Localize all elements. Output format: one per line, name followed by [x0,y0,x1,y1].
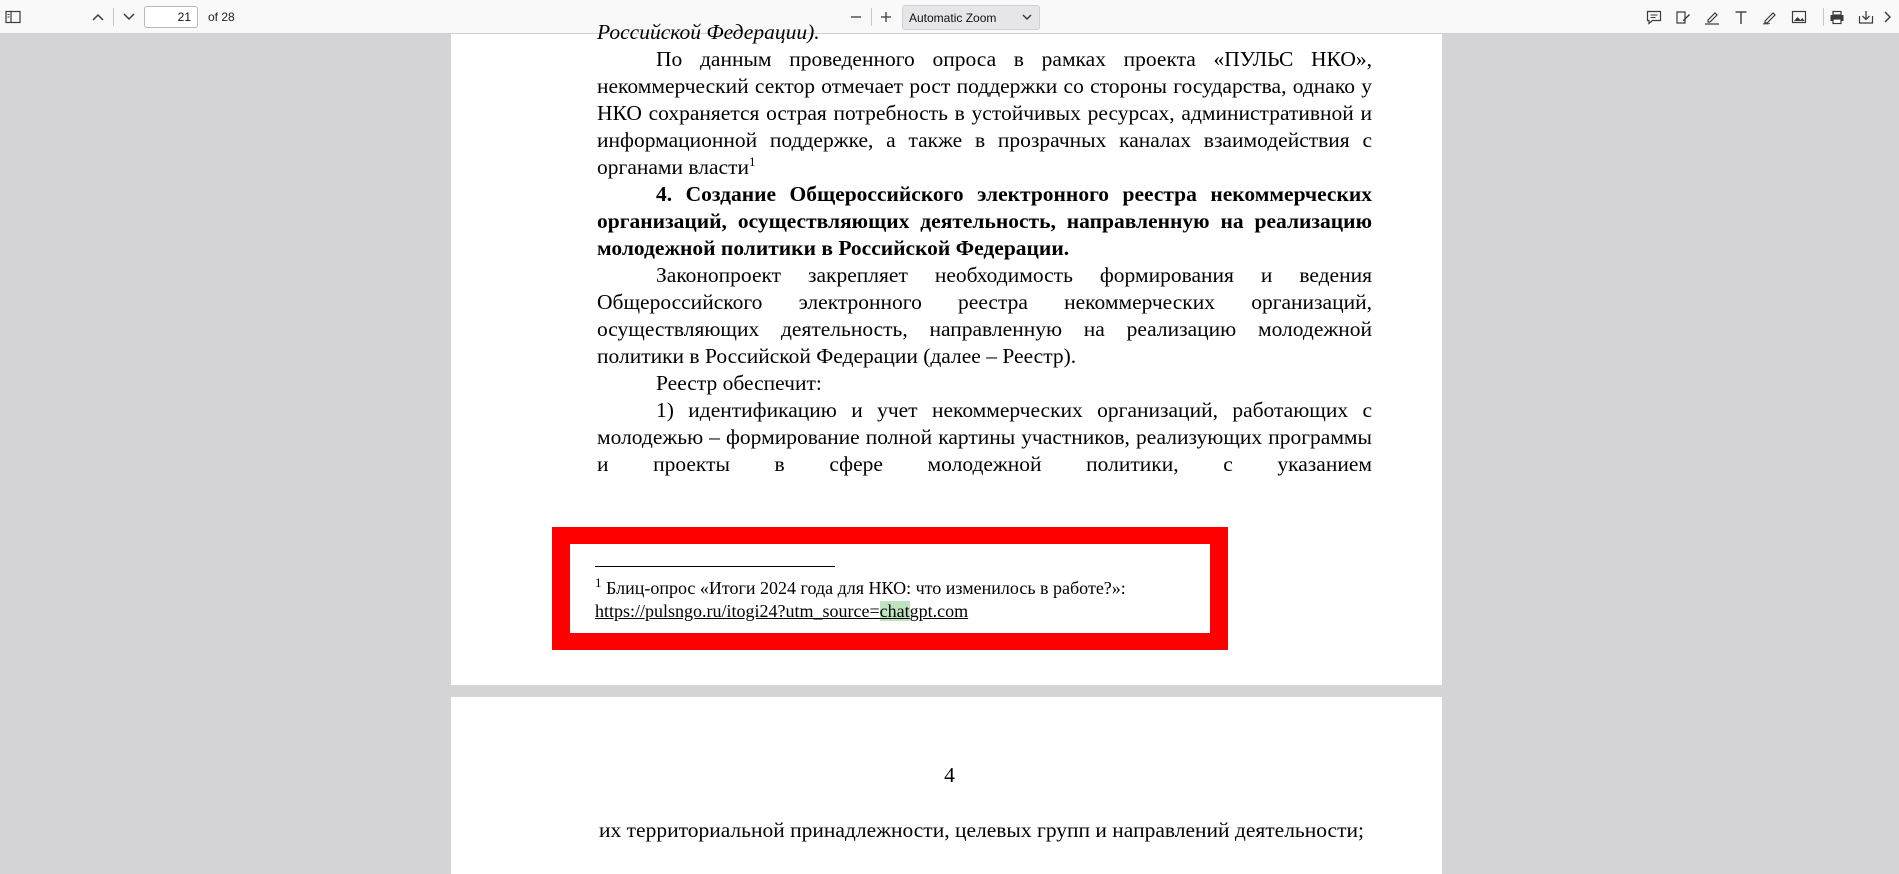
more-tools-icon[interactable] [1880,6,1896,28]
link-part: https://pulsngo.ru/itogi24?utm_source= [595,601,880,621]
save-icon[interactable] [1855,6,1877,28]
page-count-label: of 28 [208,10,235,24]
footnote-text: Блиц-опрос «Итоги 2024 года для НКО: что изменилось в работе?»: [606,578,1126,598]
footnote [595,577,1235,623]
comment-icon[interactable] [1643,6,1665,28]
text-tool-icon[interactable] [1730,6,1752,28]
paragraph: Законопроект закрепляет необходимость формирования и ведения Общероссийского электронного реестра некоммерческих организаций, осуществляющих деятельность, направленную на реализацию молодежной политики в Российской Федерации (далее – Реестр). [597,263,1372,368]
page-number-input[interactable] [144,6,198,28]
paragraph: Реестр обеспечит: [656,371,822,395]
divider [1823,8,1824,26]
section-heading: 4. Создание Общероссийского электронного реестра некоммерческих организаций, осуществляющих деятельность, направленную на реализацию молодежной политики в Российской Федерации. [597,182,1372,260]
paragraph [597,46,1372,181]
footnote-ref[interactable]: 1 [748,153,756,169]
paragraph: их территориальной принадлежности, целевых групп и направлений деятельности; [599,818,1364,842]
list-item: 1) идентификацию и учет некоммерческих организаций, работающих с молодежью – формирование полной картины участников, реализующих программы и проекты в сфере молодежной политики, с указанием [597,398,1372,476]
next-page-icon[interactable] [118,6,140,28]
print-icon[interactable] [1826,6,1848,28]
page-number: 4 [944,763,955,787]
highlight-icon[interactable] [1701,6,1723,28]
previous-page-icon[interactable] [87,6,109,28]
paragraph-text: По данным проведенного опроса в рамках проекта «ПУЛЬС НКО», некоммерческий сектор отмечает рост поддержки со стороны государства, однако у НКО сохраняется острая потребность в устойчивых ресурсах, административной и информационной поддержке, а также в прозрачных каналах взаимодействия с органами власти [597,47,1372,179]
sidebar-toggle-icon[interactable] [2,6,24,28]
sign-icon[interactable] [1672,6,1694,28]
draw-icon[interactable] [1759,6,1781,28]
footnote-number: 1 [595,575,602,590]
footnote-link[interactable] [595,600,1235,623]
page-content [599,817,1372,844]
page-content [597,19,1372,478]
footnote-divider [595,566,835,567]
zoom-select-value: Automatic Zoom [909,10,997,25]
divider [113,8,114,26]
search-highlight: chat [879,601,910,621]
link-part: gpt.com [909,601,969,621]
top-fragment: Российской Федерации). [597,20,820,44]
image-icon[interactable] [1788,6,1810,28]
